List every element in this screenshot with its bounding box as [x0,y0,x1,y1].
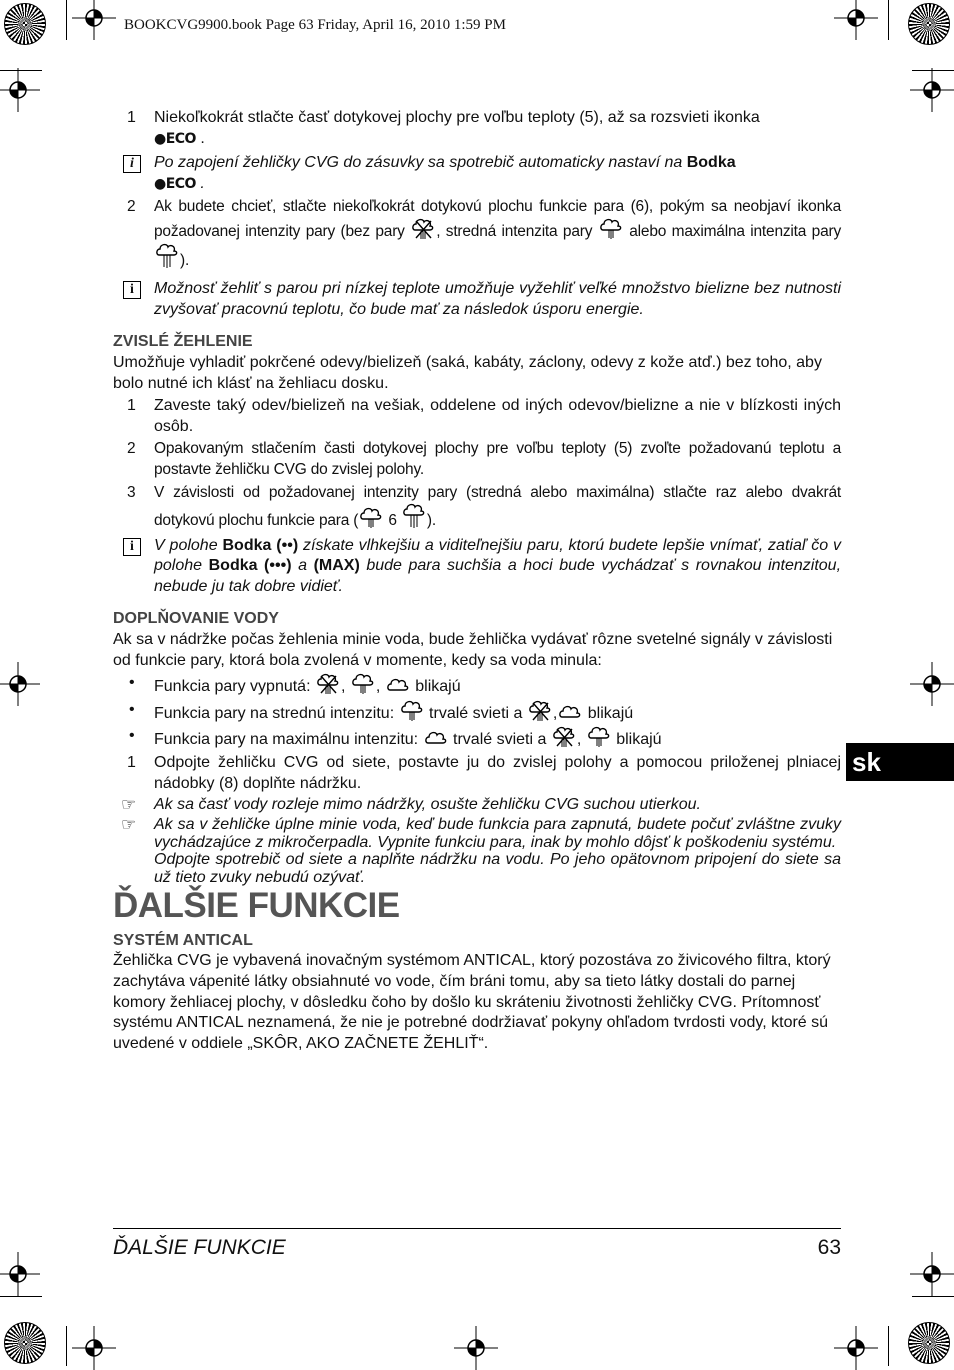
info-note: i Možnosť žehliť s parou pri nízkej teplote umožňuje vyžehliť veľké množstvo bielizne bez nutnosti zvyšovať pracovnú teplotu, čo bude mať za následok úsporu energie. [113,279,841,320]
section-heading: DOPLŇOVANIE VODY [113,610,279,628]
list-item: 2 Ak budete chcieť, stlačte niekoľkokrát dotykovú plochu funkcie para (6), pokým sa neobjaví ikonka požadovanej intenzity pary (bez pary , stredná intenzita pary alebo maximálna intenzita pary ). [127,198,842,269]
pointing-hand-icon: ☞ [121,815,137,835]
info-note: i V polohe Bodka (••) získate vlhkejšiu a viditeľnejšiu paru, ktorú budete lepšie vnímať, zatiaľ čo v polohe Bodka (•••) a (MAX) bude para suchšia a hoci bude vychádzať s rovnakou intenzitou, nebude ju tak dobre vidieť. [113,536,841,598]
list-item: 2 Opakovaným stlačením časti dotykovej plochy pre voľbu teploty (5) zvoľte požadovanú teplotu a postavte žehličku CVG do zvislej polohy. [127,440,841,478]
file-header: BOOKCVG9900.book Page 63 Friday, April 16, 2010 1:59 PM [124,17,506,33]
list-item: 1 Zaveste taký odev/bielizeň na vešiak, oddelene od iných odevov/bielizne a nie v blízkosti iných osôb. [127,397,841,435]
eco-icon: ●ECO [154,130,196,147]
registration-mark-icon [72,0,116,40]
warning-note: ☞ Ak sa časť vody rozleje mimo nádržky, osušte žehličku CVG suchou utierkou. [121,795,701,815]
steam-off-icon [553,726,575,748]
color-rosette-icon [908,1322,950,1364]
steam-off-icon [529,700,551,722]
info-note: i Po zapojení žehličky CVG do zásuvky sa spotrebič automaticky nastaví na Bodka ●ECO . [113,153,841,194]
page-title: ĎALŠIE FUNKCIE [113,886,400,926]
steam-max-icon [387,677,409,695]
registration-mark-icon [910,1252,954,1296]
registration-mark-icon [834,0,878,40]
info-icon: i [123,538,141,556]
footer-divider [113,1228,841,1229]
steam-max-icon [559,704,581,722]
section-text: Žehlička CVG je vybavená inovačným systémom ANTICAL, ktorý pozostáva zo živicového filtra, ktorý zachytáva vápenité látky obsiahnuté vo vode, čím bráni tomu, aby sa tieto látky dostali do parnej komory žehliacej plochy, v dôsledku čoho by došlo ku skráteniu životnosti žehličky CVG. Prítomnosť systému ANTICAL neznamená, že nie je potrebné dodržiavať pokyny ohľadom tvrdosti vody, ktoré sú uvedené v oddiele „SKÔR, AKO ZAČNETE ŽEHLIŤ“. [113,952,831,1052]
language-tab: sk [846,743,954,781]
steam-max-icon [156,243,178,269]
warning-note: ☞ Ak sa v žehličke úplne minie voda, keď bude funkcia para zapnutá, budete počuť zvláštne zvuky vychádzajúce z mikročerpadla. Vypnite funkciu para, inak by mohlo dôjsť k poškodeniu systému. Odpojte spotrebič od siete a naplňte nádržku na vodu. Po jeho opätovnom pripojení do siete sa už tieto zvuky nebudú ozývať. [121,815,841,886]
list-item: 1 Odpojte žehličku CVG od siete, postavte ju do zvislej polohy a pomocou priloženej plniacej nádobky (8) doplňte nádržku. [127,754,841,792]
list-item: • Funkcia pary vypnutá: , , blikajú [129,674,461,696]
pointing-hand-icon: ☞ [121,795,137,815]
registration-mark-icon [72,1326,116,1370]
section-heading: ZVISLÉ ŽEHLENIE [113,333,253,351]
steam-off-icon [412,218,434,240]
steam-medium-icon [360,507,382,529]
list-item: • Funkcia pary na maximálnu intenzitu: trvalé svieti a , blikajú [129,727,662,749]
steam-medium-icon [352,673,374,695]
registration-mark-icon [454,1326,498,1370]
note-bold: Bodka [686,154,736,172]
registration-mark-icon [834,1326,878,1370]
registration-mark-icon [910,662,954,706]
steam-off-icon [317,673,339,695]
list-item: • Funkcia pary na strednú intenzitu: trvalé svieti a , blikajú [129,700,634,722]
item-text: Niekoľkokrát stlačte časť dotykovej plochy pre voľbu teploty (5), až sa rozsvieti ikonka [154,109,760,126]
section-heading: SYSTÉM ANTICAL [113,931,253,949]
list-item: 1 Niekoľkokrát stlačte časť dotykovej plochy pre voľbu teploty (5), až sa rozsvieti ikonka ●ECO . [127,109,760,147]
steam-medium-icon [401,700,423,722]
list-item: 3 V závislosti od požadovanej intenzity pary (stredná alebo maximálna) stlačte raz alebo dvakrát dotykovú plochu funkcie para ( 6 ). [127,483,841,530]
registration-mark-icon [0,662,40,706]
page-content [113,108,841,1054]
registration-mark-icon [0,68,40,112]
steam-max-icon [425,730,447,748]
color-rosette-icon [4,1322,46,1364]
footer-title: ĎALŠIE FUNKCIE [113,1236,286,1259]
eco-icon: ●ECO [154,175,196,192]
color-rosette-icon [908,3,950,45]
section-intro: Umožňuje vyhladiť pokrčené odevy/bielizeň (saká, kabáty, záclony, odevy z kože atď.) bez toho, aby bolo nutné ich klásť na žehliacu dosku. [113,353,822,392]
registration-mark-icon [0,1252,40,1296]
steam-max-icon [403,503,425,529]
registration-mark-icon [910,68,954,112]
section-intro: Ak sa v nádržke počas žehlenia minie voda, bude žehlička vydávať rôzne svetelné signály v závislosti od funkcie pary, ktorá bola zvolená v momente, kedy sa voda minula: [113,631,833,669]
info-icon: i [123,155,141,173]
steam-medium-icon [600,218,622,240]
color-rosette-icon [4,3,46,45]
page-number: 63 [817,1236,841,1259]
info-icon: i [123,281,141,299]
steam-medium-icon [588,726,610,748]
note-text: Po zapojení žehličky CVG do zásuvky sa spotrebič automaticky nastaví na [154,154,683,172]
